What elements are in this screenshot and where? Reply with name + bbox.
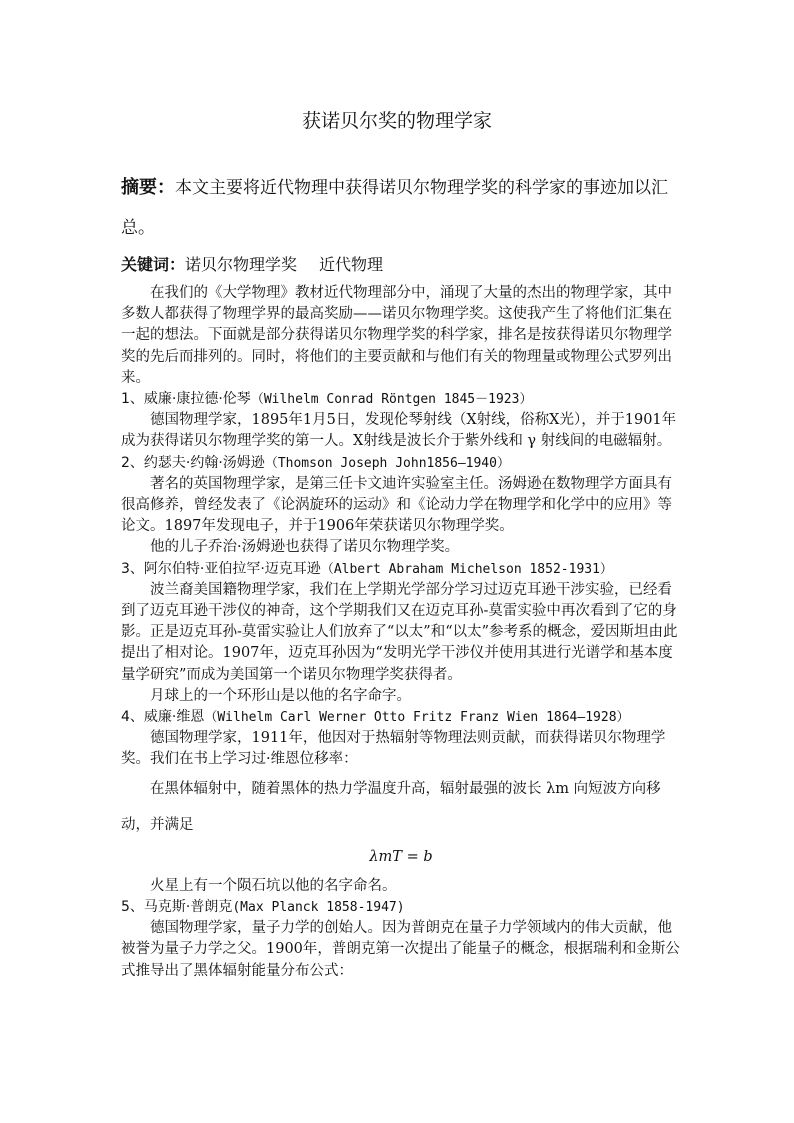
section-heading: [121, 453, 681, 474]
intro-paragraph: 在我们的《大学物理》教材近代物理部分中，涌现了大量的杰出的物理学家，其中多数人都获得了物理学界的最高奖励——诺贝尔物理学奖。这使我产生了将他们汇集在一起的想法。下面就是部分获得诺贝尔物理学奖的科学家，排名是按获得诺贝尔物理学奖的先后而排列的。同时，将他们的主要贡献和与他们有关的物理量或物理公式罗列出来。: [121, 285, 672, 386]
section-paragraph: 著名的英国物理学家，是第三任卡文迪许实验室主任。汤姆逊在数物理学方面具有很高修养，曾经发表了《论涡旋环的运动》和《论动力学在物理学和化学中的应用》等论文。1897年发现电子，并于1906年荣获诺贝尔物理学奖。: [121, 475, 672, 535]
section-paragraph: 月球上的一个环形山是以他的名字命字。: [150, 687, 411, 704]
keyword-item: 诺贝尔物理学奖: [185, 255, 298, 274]
wien-formula: λmT = b: [369, 848, 433, 865]
section-paragraph: 德国物理学家，1911年，他因对于热辐射等物理法则贡献，而获得诺贝尔物理学奖。我们在书上学习过·维恩位移率：: [121, 730, 666, 768]
heading-name: 1、威廉·康拉德·伦琴: [121, 391, 251, 408]
section-paragraph: 火星上有一个陨石坑以他的名字命名。: [150, 877, 397, 894]
heading-english: （Wilhelm Conrad Röntgen 1845－1923）: [250, 392, 533, 408]
heading-name: 2、约瑟夫·约翰·汤姆逊: [121, 454, 265, 471]
abstract-label: 摘要：: [121, 177, 175, 198]
heading-english: （Wilhelm Carl Werner Otto Fritz Franz Wien 1864—1928）: [204, 710, 630, 726]
document-title: 获诺贝尔奖的物理学家: [301, 110, 492, 132]
keywords: [121, 252, 383, 275]
heading-name: 4、威廉·维恩: [121, 709, 205, 726]
section-paragraph: 波兰裔美国籍物理学家，我们在上学期光学部分学习过迈克耳逊干涉实验，已经看到了迈克耳逊干涉仪的神奇，这个学期我们又在迈克耳孙-莫雷实验中再次看到了它的身影。正是迈克耳孙-莫雷实验让人们放弃了“以太”和“以太”参考系的概念，爱因斯坦由此提出了相对论。1907年，迈克耳孙因为“发明光学干涉仪并使用其进行光谱学和基本度量学研究”而成为美国第一个诺贝尔物理学奖获得者。: [121, 581, 678, 683]
section-heading: [121, 707, 681, 728]
section-heading: [121, 559, 681, 580]
section-heading: [121, 897, 681, 918]
abstract: [121, 168, 681, 248]
heading-english: (Max Planck 1858-1947): [232, 900, 405, 916]
section-paragraph: 他的儿子乔治·汤姆逊也获得了诺贝尔物理学奖。: [150, 539, 460, 556]
document-body: [121, 283, 681, 982]
heading-english: （Thomson Joseph John1856—1940）: [264, 455, 510, 471]
keywords-label: 关键词：: [121, 255, 186, 274]
heading-english: （Albert Abraham Michelson 1852-1931）: [320, 561, 613, 577]
section-paragraph: 德国物理学家，量子力学的创始人。因为普朗克在量子力学领域内的伟大贡献，他被誉为量子力学之父。1900年，普朗克第一次提出了能量子的概念，根据瑞利和金斯公式推导出了黑体辐射能量分布公式：: [121, 920, 680, 979]
section-heading: [121, 389, 681, 410]
heading-name: 3、阿尔伯特·亚伯拉罕·迈克耳逊: [121, 560, 321, 577]
keyword-item: 近代物理: [319, 255, 384, 274]
section-paragraph: 德国物理学家，1895年1月5日，发现伦琴射线（X射线，俗称X光），并于1901年成为获得诺贝尔物理学奖的第一人。X射线是波长介于紫外线和 γ 射线间的电磁辐射。: [121, 412, 677, 450]
abstract-text: 本文主要将近代物理中获得诺贝尔物理学奖的科学家的事迹加以汇总。: [121, 178, 668, 238]
heading-name: 5、马克斯·普朗克: [121, 899, 233, 916]
law-statement: 在黑体辐射中，随着黑体的热力学温度升高，辐射最强的波长 λm 向短波方向移动，并满足: [121, 780, 661, 833]
